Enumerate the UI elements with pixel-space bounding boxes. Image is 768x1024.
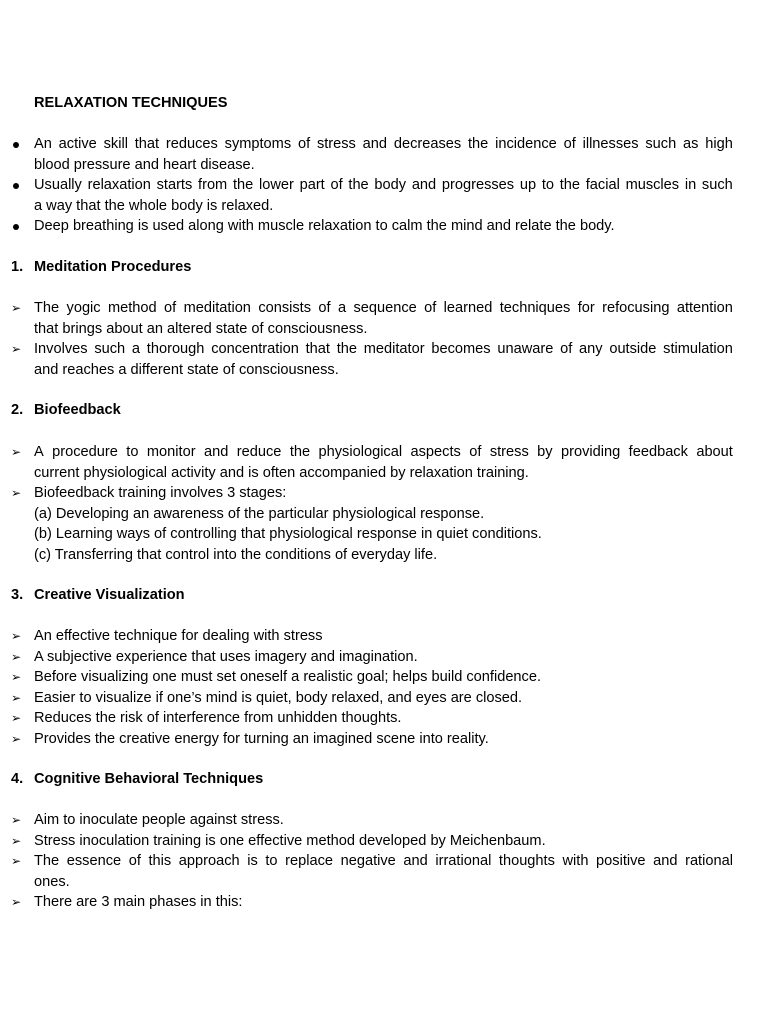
list-item [0,851,768,872]
arrow-bullet-icon: ➢ [11,486,22,500]
list-item-continuation [0,196,768,217]
list-item-text: An effective technique for dealing with stress [34,628,323,644]
list-item-continuation [0,360,768,381]
list-item [0,339,768,360]
list-item-continuation [0,545,768,566]
section-heading: Biofeedback [34,402,121,418]
list-item-text: Usually relaxation starts from the lower part of the body and progresses up to the facial muscles in such [34,177,733,193]
list-item [0,688,768,709]
arrow-bullet-icon: ➢ [11,895,22,909]
list-item-continuation [0,524,768,545]
list-item-text: A subjective experience that uses imagery and imagination. [34,648,418,665]
arrow-bullet-icon: ➢ [11,711,22,725]
list-item-text: The yogic method of meditation consists of a sequence of learned techniques for refocusing attention [34,300,733,316]
list-item [0,729,768,750]
list-item-text: Easier to visualize if one’s mind is quiet, body relaxed, and eyes are closed. [34,689,523,706]
stage-item-text: (a) Developing an awareness of the particular physiological response. [34,505,485,522]
list-item [0,892,768,913]
section-heading: Cognitive Behavioral Techniques [34,771,264,787]
arrow-bullet-icon: ➢ [11,690,22,705]
list-item [0,216,768,237]
arrow-bullet-icon: ➢ [11,301,22,315]
section-heading-3 [0,585,768,606]
list-item-text: ones. [34,873,70,890]
list-item-text: The essence of this approach is to replace negative and irrational thoughts with positive and rational [34,853,733,869]
list-item [0,483,768,504]
section-heading: Creative Visualization [34,587,185,603]
arrow-bullet-icon: ➢ [11,813,22,827]
arrow-bullet-icon: ➢ [11,833,22,848]
list-item [0,708,768,729]
list-item-text: Before visualizing one must set oneself a realistic goal; helps build confidence. [34,669,542,685]
list-item-text: blood pressure and heart disease. [34,156,255,173]
list-item-text: Deep breathing is used along with muscle relaxation to calm the mind and relate the body. [34,218,615,234]
list-item-text: There are 3 main phases in this: [34,894,243,910]
list-item-text: current physiological activity and is often accompanied by relaxation training. [34,464,529,481]
section-heading-2 [0,400,768,421]
section-number: 1. [11,259,24,275]
list-item [0,175,768,196]
list-item-continuation [0,463,768,484]
list-item [0,647,768,668]
list-item-text: An active skill that reduces symptoms of stress and decreases the incidence of illnesses such as high [34,136,733,152]
stage-item-text: (c) Transferring that control into the conditions of everyday life. [34,546,438,563]
arrow-bullet-icon: ➢ [11,629,22,643]
section-number: 4. [11,771,24,787]
section-number: 3. [11,587,24,603]
list-item-text: A procedure to monitor and reduce the physiological aspects of stress by providing feedback about [34,444,733,460]
section-number: 2. [11,402,24,418]
list-item-text: Stress inoculation training is one effective method developed by Meichenbaum. [34,832,546,849]
bullet-dot-icon [13,142,19,148]
bullet-dot-icon [13,183,19,189]
intro-bullet-list [0,134,768,237]
list-item-continuation [0,155,768,176]
section-heading-1 [0,257,768,278]
list-item-text: and reaches a different state of consciousness. [34,361,339,378]
arrow-bullet-icon: ➢ [11,649,22,664]
section-2-list [0,442,768,565]
list-item-continuation [0,504,768,525]
section-heading: Meditation Procedures [34,259,192,275]
bullet-dot-icon [13,224,19,230]
list-item-text: Aim to inoculate people against stress. [34,812,284,828]
arrow-bullet-icon: ➢ [11,854,22,868]
list-item-text: Provides the creative energy for turning an imagined scene into reality. [34,730,489,747]
list-item-text: Biofeedback training involves 3 stages: [34,485,287,501]
list-item [0,134,768,155]
list-item [0,298,768,319]
list-item-text: that brings about an altered state of consciousness. [34,320,368,337]
list-item [0,626,768,647]
list-item [0,831,768,852]
list-item [0,667,768,688]
list-item-continuation [0,319,768,340]
section-1-list [0,298,768,380]
document-title: RELAXATION TECHNIQUES [34,95,228,111]
list-item-continuation [0,872,768,893]
list-item [0,810,768,831]
arrow-bullet-icon: ➢ [11,731,22,746]
section-heading-4 [0,769,768,790]
section-4-list [0,810,768,913]
list-item-text: Involves such a thorough concentration that the meditator becomes unaware of any outside stimulation [34,341,733,357]
arrow-bullet-icon: ➢ [11,670,22,684]
arrow-bullet-icon: ➢ [11,445,22,459]
arrow-bullet-icon: ➢ [11,342,22,356]
section-3-list [0,626,768,749]
stage-item-text: (b) Learning ways of controlling that physiological response in quiet conditions. [34,526,542,542]
list-item [0,442,768,463]
list-item-text: Reduces the risk of interference from unhidden thoughts. [34,710,402,726]
list-item-text: a way that the whole body is relaxed. [34,197,274,214]
